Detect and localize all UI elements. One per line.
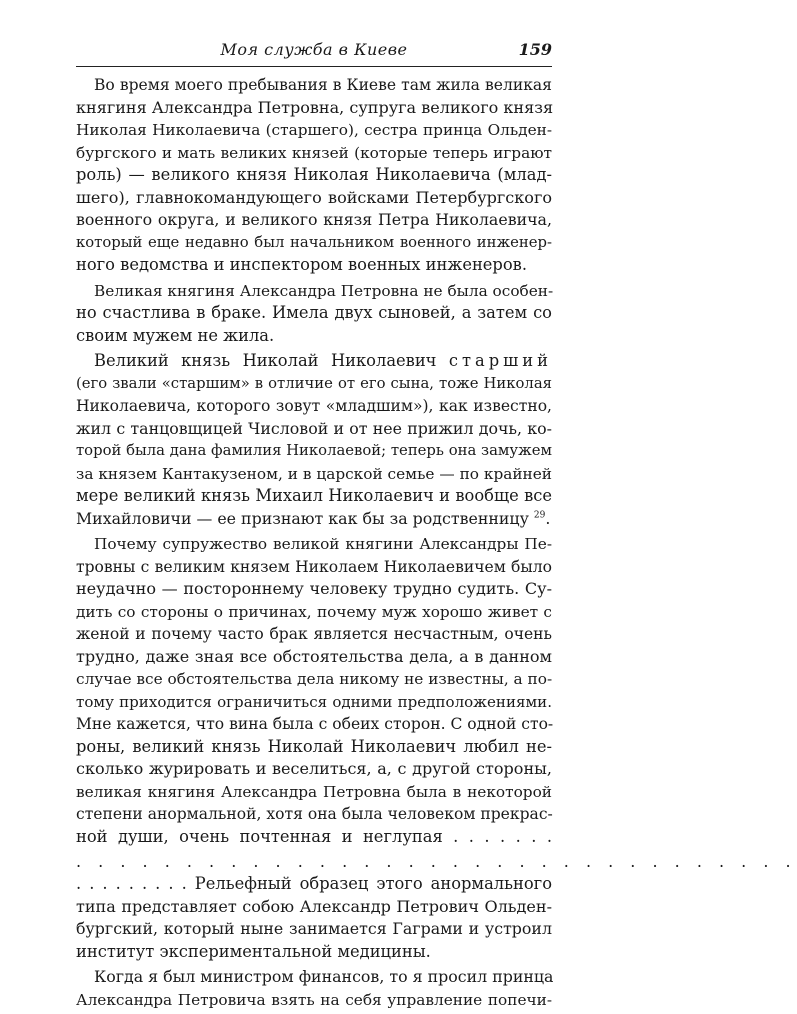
header-rule bbox=[76, 66, 552, 67]
paragraph-6 bbox=[76, 966, 552, 1011]
text-line: сколько журировать и веселиться, а, с другой стороны, bbox=[76, 759, 552, 778]
text-line: торой была дана фамилия Николаевой; теперь она замужем bbox=[76, 442, 552, 459]
text-line: Великая княгиня Александра Петровна не была особен- bbox=[94, 281, 554, 300]
page-number: 159 bbox=[518, 40, 552, 59]
text-line: мере великий князь Михаил Николаевич и вообще все bbox=[76, 486, 552, 505]
text-line bbox=[76, 508, 552, 531]
emphasized-word: старший bbox=[448, 351, 552, 370]
text-line bbox=[76, 350, 552, 373]
text-line: . . . . . . . . . Рельефный образец этого анормального bbox=[76, 874, 552, 893]
text-line: за князем Кантакузеном, и в царской семье — по крайней bbox=[76, 464, 552, 483]
paragraph-1 bbox=[76, 74, 552, 277]
text-line: великая княгиня Александра Петровна была в некоторой bbox=[76, 782, 552, 801]
paragraph-3 bbox=[76, 350, 552, 530]
text-line: роны, великий князь Николай Николаевич любил не- bbox=[76, 736, 552, 756]
text-line: но счастлива в браке. Имела двух сыновей, а затем со bbox=[76, 303, 552, 322]
text-line: роль) — великого князя Николая Николаевича (млад- bbox=[76, 165, 552, 184]
text-line: который еще недавно был начальником военного инженер- bbox=[76, 233, 552, 251]
text-line: Николаевича, которого зовут «младшим»), как известно, bbox=[76, 397, 552, 415]
text-line: трудно, даже зная все обстоятельства дела, а в данном bbox=[76, 646, 552, 666]
running-title: Моя служба в Киеве bbox=[220, 40, 408, 59]
text-line: Николая Николаевича (старшего), сестра принца Ольден- bbox=[76, 121, 552, 139]
text-line: степени анормальной, хотя она была человеком прекрас- bbox=[76, 805, 553, 823]
text-line: тровны с великим князем Николаем Николаевичем было bbox=[76, 557, 552, 576]
text-line: Когда я был министром финансов, то я просил принца bbox=[94, 967, 554, 986]
text-line: (его звали «старшим» в отличие от его сына, тоже Николая bbox=[76, 374, 552, 392]
text-line: бургский, который ныне занимается Гаграми и устроил bbox=[76, 919, 552, 938]
text-line: военного округа, и великого князя Петра Николаевича, bbox=[76, 210, 552, 229]
body-text bbox=[76, 74, 797, 1014]
text-line: женой и почему часто брак является несчастным, очень bbox=[76, 625, 552, 643]
text-line: ной души, очень почтенная и неглупая . . . . . . . bbox=[76, 826, 552, 846]
text-line: случае все обстоятельства дела никому не известны, а по- bbox=[76, 670, 553, 688]
text-line: дить со стороны о причинах, почему муж хорошо живет с bbox=[76, 602, 552, 621]
text-line: княгиня Александра Петровна, супруга великого князя bbox=[76, 97, 554, 117]
paragraph-4 bbox=[76, 533, 552, 848]
text-line: своим мужем не жила. bbox=[76, 325, 275, 345]
text-line: Мне кажется, что вина была с обеих сторон. С одной сто- bbox=[76, 715, 554, 733]
text-line: институт экспериментальной медицины. bbox=[76, 941, 431, 961]
text-line: неудачно — постороннему человеку трудно судить. Су- bbox=[76, 579, 552, 598]
text-line: ного ведомства и инспектором военных инженеров. bbox=[76, 255, 528, 274]
line-end-punctuation: . bbox=[545, 508, 551, 528]
paragraph-2 bbox=[76, 280, 552, 348]
omission-dots: . . . . . . . . . . . . . . . . . . . . . . . . . . . . . . . . . bbox=[76, 852, 797, 871]
footnote-marker: 29 bbox=[533, 510, 546, 521]
text-line: бургского и мать великих князей (которые теперь играют bbox=[76, 143, 552, 162]
text-line: тому приходится ограничиться одними предположениями. bbox=[76, 692, 552, 711]
text-line: Во время моего пребывания в Киеве там жила великая bbox=[94, 76, 552, 94]
text-line: Александра Петровича взять на себя управление попечи- bbox=[76, 990, 552, 1009]
text-line: Почему супружество великой княгини Александры Пе- bbox=[94, 535, 552, 553]
paragraph-5 bbox=[76, 873, 552, 963]
text-line: жил с танцовщицей Числовой и от нее прижил дочь, ко- bbox=[76, 418, 552, 438]
last-line-text: Михайловичи — ее признают как бы за родственницу bbox=[76, 508, 529, 528]
first-line-text: Великий князь Николай Николаевич bbox=[94, 351, 437, 370]
running-head bbox=[76, 40, 552, 62]
text-line: шего), главнокомандующего войсками Петербургского bbox=[76, 187, 552, 207]
text-line: типа представляет собою Александр Петрович Ольден- bbox=[76, 896, 552, 916]
